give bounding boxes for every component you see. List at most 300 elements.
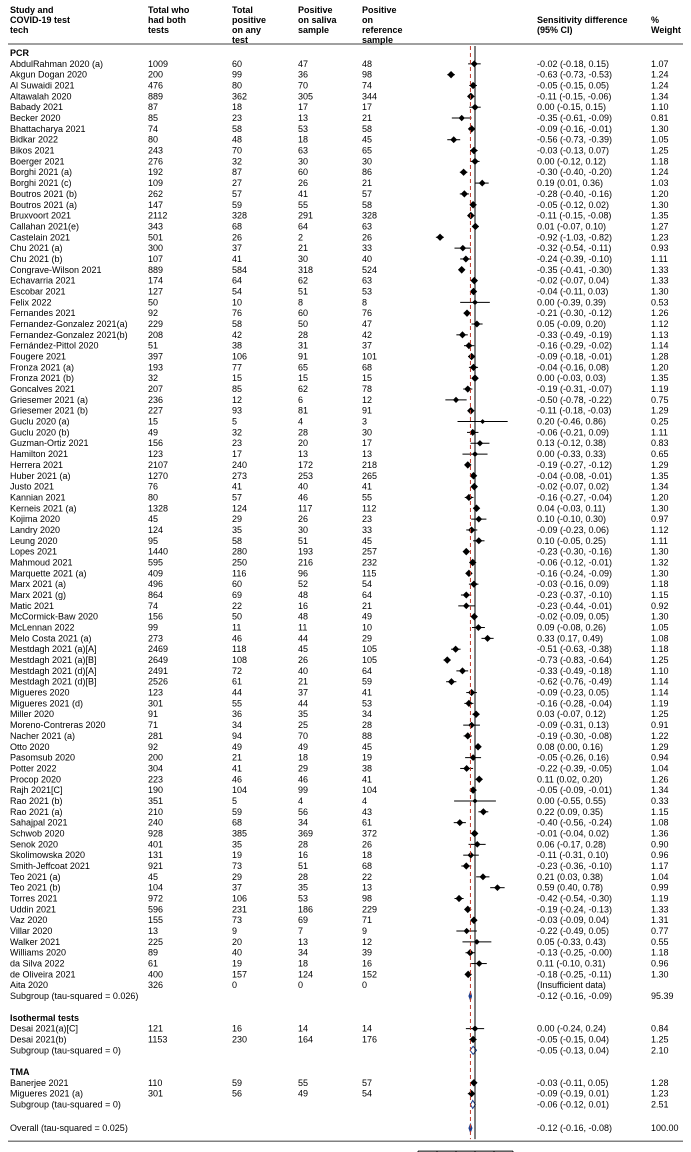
cell-any-positive: 41 bbox=[232, 481, 243, 492]
cell-saliva: 35 bbox=[298, 882, 309, 893]
cell-reference: 57 bbox=[362, 188, 373, 199]
cell-saliva: 28 bbox=[298, 329, 309, 340]
cell-both-tests: 304 bbox=[148, 763, 164, 774]
cell-estimate: -0.05 (-0.15, 0.04) bbox=[537, 1034, 610, 1045]
study-name: Mestdagh 2021 (d)[B] bbox=[10, 676, 97, 687]
cell-both-tests: 156 bbox=[148, 611, 164, 622]
cell-saliva: 69 bbox=[298, 915, 309, 926]
subgroup-estimate: -0.12 (-0.16, -0.09) bbox=[537, 991, 613, 1002]
study-name: Potter 2022 bbox=[10, 763, 57, 774]
cell-any-positive: 5 bbox=[232, 795, 238, 806]
cell-weight: 0.84 bbox=[651, 1023, 669, 1034]
header-weight: % Weight bbox=[651, 15, 681, 35]
cell-saliva: 21 bbox=[298, 243, 309, 254]
cell-saliva: 63 bbox=[298, 145, 309, 156]
point-estimate bbox=[480, 873, 487, 880]
cell-reference: 19 bbox=[362, 752, 373, 763]
point-estimate bbox=[470, 483, 478, 491]
cell-saliva: 186 bbox=[298, 904, 314, 915]
cell-both-tests: 45 bbox=[148, 871, 159, 882]
cell-both-tests: 95 bbox=[148, 535, 159, 546]
study-name: Escobar 2021 bbox=[10, 286, 66, 297]
cell-estimate: -0.16 (-0.29, -0.02) bbox=[537, 340, 613, 351]
cell-saliva: 47 bbox=[298, 58, 309, 69]
study-name: McCormick-Baw 2020 bbox=[10, 611, 99, 622]
cell-saliva: 13 bbox=[298, 449, 309, 460]
cell-estimate: -0.13 (-0.25, -0.00) bbox=[537, 947, 613, 958]
cell-reference: 53 bbox=[362, 698, 373, 709]
cell-both-tests: 155 bbox=[148, 915, 164, 926]
cell-both-tests: 92 bbox=[148, 308, 159, 319]
group-label: TMA bbox=[10, 1066, 30, 1077]
cell-estimate: -0.16 (-0.24, -0.09) bbox=[537, 568, 613, 579]
cell-estimate: 0.33 (0.17, 0.49) bbox=[537, 633, 604, 644]
cell-reference: 57 bbox=[362, 1077, 373, 1088]
cell-any-positive: 10 bbox=[232, 297, 243, 308]
study-name: Desai 2021(a)[C] bbox=[10, 1023, 79, 1034]
cell-estimate: -0.23 (-0.30, -0.16) bbox=[537, 546, 613, 557]
cell-any-positive: 230 bbox=[232, 1034, 248, 1045]
cell-weight: 1.28 bbox=[651, 1077, 669, 1088]
cell-saliva: 26 bbox=[298, 178, 309, 189]
subgroup-label: Subgroup (tau-squared = 0.026) bbox=[10, 991, 139, 1002]
cell-both-tests: 210 bbox=[148, 806, 164, 817]
cell-any-positive: 328 bbox=[232, 210, 248, 221]
cell-weight: 1.10 bbox=[651, 102, 669, 113]
cell-reference: 22 bbox=[362, 871, 373, 882]
cell-weight: 0.77 bbox=[651, 926, 669, 937]
cell-estimate: -0.21 (-0.30, -0.12) bbox=[537, 308, 613, 319]
cell-reference: 12 bbox=[362, 936, 373, 947]
cell-reference: 88 bbox=[362, 730, 373, 741]
cell-saliva: 40 bbox=[298, 665, 309, 676]
cell-reference: 13 bbox=[362, 882, 373, 893]
cell-weight: 1.30 bbox=[651, 199, 669, 210]
overall-weight: 100.00 bbox=[651, 1123, 679, 1134]
cell-both-tests: 15 bbox=[148, 416, 159, 427]
cell-reference: 54 bbox=[362, 1088, 373, 1099]
cell-weight: 1.05 bbox=[651, 622, 669, 633]
cell-any-positive: 250 bbox=[232, 557, 248, 568]
cell-weight: 1.07 bbox=[651, 58, 669, 69]
cell-estimate: -0.30 (-0.40, -0.20) bbox=[537, 167, 613, 178]
study-name: Felix 2022 bbox=[10, 297, 52, 308]
cell-both-tests: 397 bbox=[148, 351, 164, 362]
cell-any-positive: 584 bbox=[232, 264, 248, 275]
cell-saliva: 44 bbox=[298, 698, 309, 709]
cell-estimate: -0.06 (-0.12, -0.01) bbox=[537, 557, 613, 568]
cell-reference: 55 bbox=[362, 492, 373, 503]
cell-estimate: -0.22 (-0.39, -0.05) bbox=[537, 763, 613, 774]
study-name: Schwob 2020 bbox=[10, 828, 65, 839]
cell-saliva: 53 bbox=[298, 893, 309, 904]
cell-weight: 1.35 bbox=[651, 210, 669, 221]
cell-both-tests: 501 bbox=[148, 232, 164, 243]
cell-weight: 1.18 bbox=[651, 579, 669, 590]
study-name: Al Suwaidi 2021 bbox=[10, 80, 75, 91]
study-name: Leung 2020 bbox=[10, 535, 58, 546]
cell-any-positive: 54 bbox=[232, 286, 243, 297]
cell-both-tests: 13 bbox=[148, 926, 159, 937]
point-estimate bbox=[460, 245, 467, 252]
point-estimate bbox=[475, 537, 482, 544]
study-name: Teo 2021 (a) bbox=[10, 871, 61, 882]
cell-any-positive: 29 bbox=[232, 514, 243, 525]
point-estimate bbox=[447, 71, 454, 78]
point-estimate bbox=[444, 656, 451, 663]
cell-saliva: 28 bbox=[298, 839, 309, 850]
study-name: Guclu 2020 (b) bbox=[10, 427, 70, 438]
cell-saliva: 46 bbox=[298, 492, 309, 503]
subgroup-weight: 95.39 bbox=[651, 991, 674, 1002]
cell-reference: 112 bbox=[362, 503, 377, 514]
study-name: Pasomsub 2020 bbox=[10, 752, 76, 763]
subgroup-label: Subgroup (tau-squared = 0) bbox=[10, 1045, 121, 1056]
cell-weight: 1.30 bbox=[651, 568, 669, 579]
cell-reference: 53 bbox=[362, 286, 373, 297]
cell-reference: 14 bbox=[362, 1023, 373, 1034]
cell-weight: 1.24 bbox=[651, 80, 669, 91]
cell-estimate: -0.92 (-1.03, -0.82) bbox=[537, 232, 613, 243]
study-name: Chu 2021 (b) bbox=[10, 253, 63, 264]
cell-reference: 3 bbox=[362, 416, 368, 427]
cell-weight: 1.29 bbox=[651, 405, 669, 416]
cell-reference: 13 bbox=[362, 449, 373, 460]
cell-both-tests: 104 bbox=[148, 882, 164, 893]
cell-saliva: 253 bbox=[298, 470, 314, 481]
cell-both-tests: 76 bbox=[148, 481, 159, 492]
point-estimate bbox=[436, 234, 443, 241]
cell-estimate: -0.11 (-0.18, -0.03) bbox=[537, 405, 612, 416]
cell-weight: 1.11 bbox=[651, 253, 668, 264]
study-name: Desai 2021(b) bbox=[10, 1034, 67, 1045]
cell-estimate: 0.05 (-0.33, 0.43) bbox=[537, 936, 607, 947]
cell-weight: 1.22 bbox=[651, 730, 669, 741]
cell-reference: 78 bbox=[362, 384, 373, 395]
cell-weight: 1.20 bbox=[651, 492, 669, 503]
cell-any-positive: 34 bbox=[232, 720, 243, 731]
cell-both-tests: 127 bbox=[148, 286, 164, 297]
cell-any-positive: 280 bbox=[232, 546, 248, 557]
cell-estimate: -0.02 (-0.07, 0.04) bbox=[537, 275, 610, 286]
cell-reference: 38 bbox=[362, 763, 373, 774]
cell-estimate: -0.19 (-0.24, -0.13) bbox=[537, 904, 613, 915]
cell-saliva: 65 bbox=[298, 362, 309, 373]
cell-any-positive: 16 bbox=[232, 1023, 243, 1034]
cell-saliva: 318 bbox=[298, 264, 314, 275]
study-name: Boutros 2021 (a) bbox=[10, 199, 78, 210]
cell-weight: 1.14 bbox=[651, 676, 669, 687]
cell-both-tests: 147 bbox=[148, 199, 164, 210]
point-estimate bbox=[475, 516, 482, 523]
cell-estimate: 0.11 (-0.10, 0.31) bbox=[537, 958, 606, 969]
cell-any-positive: 5 bbox=[232, 416, 238, 427]
cell-weight: 0.96 bbox=[651, 850, 669, 861]
cell-estimate: -0.33 (-0.49, -0.18) bbox=[537, 665, 613, 676]
cell-saliva: 44 bbox=[298, 633, 309, 644]
cell-saliva: 30 bbox=[298, 156, 309, 167]
study-name: Sahajpal 2021 bbox=[10, 817, 68, 828]
cell-saliva: 28 bbox=[298, 871, 309, 882]
cell-weight: 0.91 bbox=[651, 720, 669, 731]
point-estimate bbox=[479, 180, 486, 187]
cell-any-positive: 46 bbox=[232, 633, 243, 644]
cell-both-tests: 156 bbox=[148, 438, 164, 449]
cell-any-positive: 106 bbox=[232, 351, 248, 362]
cell-saliva: 45 bbox=[298, 644, 309, 655]
cell-any-positive: 72 bbox=[232, 665, 243, 676]
cell-estimate: -0.23 (-0.44, -0.01) bbox=[537, 600, 613, 611]
cell-weight: 1.30 bbox=[651, 286, 669, 297]
cell-estimate: -0.11 (-0.31, 0.10) bbox=[537, 850, 609, 861]
cell-weight: 0.83 bbox=[651, 438, 669, 449]
cell-estimate: -0.19 (-0.31, -0.07) bbox=[537, 384, 613, 395]
cell-saliva: 26 bbox=[298, 514, 309, 525]
cell-any-positive: 64 bbox=[232, 275, 243, 286]
study-name: Babady 2021 bbox=[10, 102, 64, 113]
cell-any-positive: 124 bbox=[232, 503, 248, 514]
cell-reference: 9 bbox=[362, 926, 368, 937]
cell-both-tests: 207 bbox=[148, 384, 164, 395]
cell-reference: 12 bbox=[362, 394, 373, 405]
cell-both-tests: 921 bbox=[148, 861, 164, 871]
cell-any-positive: 59 bbox=[232, 806, 243, 817]
cell-any-positive: 50 bbox=[232, 611, 243, 622]
cell-weight: 1.34 bbox=[651, 785, 669, 796]
group-label: Isothermal tests bbox=[10, 1012, 80, 1023]
point-estimate bbox=[450, 136, 457, 143]
header-sensitivity-difference: Sensitivity difference (95% CI) bbox=[537, 15, 628, 35]
cell-any-positive: 59 bbox=[232, 1077, 243, 1088]
point-estimate bbox=[452, 646, 459, 653]
cell-weight: 0.81 bbox=[651, 113, 669, 124]
cell-any-positive: 104 bbox=[232, 785, 248, 796]
cell-any-positive: 85 bbox=[232, 384, 243, 395]
cell-estimate: 0.00 (-0.39, 0.39) bbox=[537, 297, 607, 308]
cell-estimate: -0.51 (-0.63, -0.38) bbox=[537, 644, 613, 655]
cell-both-tests: 276 bbox=[148, 156, 164, 167]
cell-weight: 1.35 bbox=[651, 373, 669, 384]
point-estimate bbox=[494, 884, 501, 891]
cell-any-positive: 59 bbox=[232, 199, 243, 210]
cell-reference: 76 bbox=[362, 308, 373, 319]
cell-estimate: -0.56 (-0.73, -0.39) bbox=[537, 134, 613, 145]
cell-weight: 0.65 bbox=[651, 449, 669, 460]
study-name: Fronza 2021 (b) bbox=[10, 373, 75, 384]
study-name: Nacher 2021 (a) bbox=[10, 730, 76, 741]
cell-weight: 1.15 bbox=[651, 590, 669, 600]
cell-reference: 58 bbox=[362, 199, 373, 210]
cell-reference: 39 bbox=[362, 947, 373, 958]
cell-estimate: 0.10 (-0.05, 0.25) bbox=[537, 535, 607, 546]
study-name: Uddin 2021 bbox=[10, 904, 57, 915]
cell-saliva: 48 bbox=[298, 590, 309, 600]
cell-reference: 101 bbox=[362, 351, 378, 362]
cell-weight: 1.30 bbox=[651, 503, 669, 514]
point-estimate bbox=[463, 309, 470, 316]
cell-saliva: 48 bbox=[298, 611, 309, 622]
cell-any-positive: 106 bbox=[232, 893, 248, 904]
cell-both-tests: 208 bbox=[148, 329, 164, 340]
point-estimate bbox=[463, 603, 470, 610]
point-estimate bbox=[458, 266, 466, 274]
cell-both-tests: 87 bbox=[148, 102, 159, 113]
cell-estimate: -0.05 (-0.26, 0.16) bbox=[537, 752, 610, 763]
cell-reference: 265 bbox=[362, 470, 378, 481]
cell-estimate: 0.00 (-0.12, 0.12) bbox=[537, 156, 607, 167]
study-name: Kojima 2020 bbox=[10, 514, 61, 525]
point-estimate bbox=[471, 613, 478, 620]
cell-estimate: -0.11 (-0.15, -0.08) bbox=[537, 210, 612, 221]
cell-any-positive: 46 bbox=[232, 774, 243, 785]
cell-saliva: 6 bbox=[298, 394, 304, 405]
cell-any-positive: 61 bbox=[232, 676, 243, 687]
cell-saliva: 49 bbox=[298, 741, 309, 752]
cell-reference: 98 bbox=[362, 893, 373, 904]
study-name: Fougere 2021 bbox=[10, 351, 67, 362]
cell-estimate: 0.11 (0.02, 0.20) bbox=[537, 774, 603, 785]
cell-reference: 42 bbox=[362, 329, 373, 340]
cell-weight: 0.55 bbox=[651, 936, 669, 947]
study-name: McLennan 2022 bbox=[10, 622, 75, 633]
cell-saliva: 60 bbox=[298, 167, 309, 178]
subgroup-weight: 2.51 bbox=[651, 1099, 669, 1110]
cell-reference: 115 bbox=[362, 568, 377, 579]
cell-saliva: 124 bbox=[298, 969, 314, 980]
cell-any-positive: 22 bbox=[232, 600, 243, 611]
cell-saliva: 291 bbox=[298, 210, 314, 221]
cell-estimate: -0.04 (-0.11, 0.03) bbox=[537, 286, 609, 297]
cell-reference: 41 bbox=[362, 481, 373, 492]
cell-both-tests: 49 bbox=[148, 427, 159, 438]
cell-saliva: 25 bbox=[298, 720, 309, 731]
cell-weight: 0.53 bbox=[651, 297, 669, 308]
cell-weight: 1.33 bbox=[651, 264, 669, 275]
cell-any-positive: 37 bbox=[232, 882, 243, 893]
point-estimate bbox=[463, 765, 470, 772]
cell-saliva: 28 bbox=[298, 427, 309, 438]
cell-estimate: -0.33 (-0.49, -0.19) bbox=[537, 329, 613, 340]
cell-estimate: -0.35 (-0.41, -0.30) bbox=[537, 264, 613, 275]
cell-weight: 0.93 bbox=[651, 243, 669, 254]
cell-saliva: 41 bbox=[298, 188, 309, 199]
cell-weight: 1.33 bbox=[651, 275, 669, 286]
cell-saliva: 55 bbox=[298, 1077, 309, 1088]
cell-reference: 23 bbox=[362, 514, 373, 525]
study-name: Banerjee 2021 bbox=[10, 1077, 69, 1088]
cell-both-tests: 227 bbox=[148, 405, 164, 416]
cell-any-positive: 94 bbox=[232, 730, 243, 741]
cell-both-tests: 2649 bbox=[148, 655, 169, 666]
cell-reference: 328 bbox=[362, 210, 378, 221]
subgroup-estimate: -0.06 (-0.12, 0.01) bbox=[537, 1099, 610, 1110]
cell-both-tests: 225 bbox=[148, 936, 164, 947]
point-estimate bbox=[473, 505, 480, 512]
cell-reference: 17 bbox=[362, 102, 373, 113]
cell-both-tests: 281 bbox=[148, 730, 164, 741]
cell-weight: 1.34 bbox=[651, 91, 669, 102]
study-name: Lopes 2021 bbox=[10, 546, 58, 557]
cell-saliva: 29 bbox=[298, 763, 309, 774]
cell-both-tests: 409 bbox=[148, 568, 164, 579]
cell-reference: 98 bbox=[362, 69, 373, 80]
cell-estimate: 0.59 (0.40, 0.78) bbox=[537, 882, 604, 893]
cell-both-tests: 326 bbox=[148, 980, 164, 991]
cell-weight: 1.13 bbox=[651, 329, 669, 340]
cell-saliva: 2 bbox=[298, 232, 304, 243]
cell-any-positive: 0 bbox=[232, 980, 238, 991]
cell-estimate: 0.01 (-0.07, 0.10) bbox=[537, 221, 607, 232]
cell-reference: 71 bbox=[362, 915, 373, 926]
group-label: PCR bbox=[10, 48, 30, 58]
cell-both-tests: 80 bbox=[148, 134, 159, 145]
cell-reference: 4 bbox=[362, 795, 368, 806]
cell-estimate: -0.35 (-0.61, -0.09) bbox=[537, 113, 613, 124]
cell-estimate: -0.11 (-0.15, -0.06) bbox=[537, 91, 612, 102]
cell-saliva: 56 bbox=[298, 806, 309, 817]
cell-saliva: 18 bbox=[298, 752, 309, 763]
cell-any-positive: 58 bbox=[232, 535, 243, 546]
cell-estimate: -0.23 (-0.36, -0.10) bbox=[537, 861, 613, 871]
cell-saliva: 40 bbox=[298, 481, 309, 492]
cell-estimate: -0.22 (-0.49, 0.05) bbox=[537, 926, 610, 937]
cell-both-tests: 401 bbox=[148, 839, 164, 850]
point-estimate bbox=[462, 255, 469, 262]
point-estimate bbox=[468, 1090, 475, 1097]
cell-any-positive: 21 bbox=[232, 752, 243, 763]
cell-any-positive: 36 bbox=[232, 709, 243, 720]
point-estimate bbox=[461, 190, 468, 197]
cell-saliva: 70 bbox=[298, 80, 309, 91]
point-estimate bbox=[472, 711, 479, 718]
cell-weight: 1.25 bbox=[651, 145, 669, 156]
cell-reference: 26 bbox=[362, 232, 373, 243]
cell-saliva: 50 bbox=[298, 319, 309, 329]
cell-both-tests: 343 bbox=[148, 221, 164, 232]
cell-any-positive: 37 bbox=[232, 243, 243, 254]
cell-weight: 1.04 bbox=[651, 763, 669, 774]
cell-weight: 1.20 bbox=[651, 362, 669, 373]
study-name: Teo 2021 (b) bbox=[10, 882, 61, 893]
cell-both-tests: 300 bbox=[148, 243, 164, 254]
cell-both-tests: 2526 bbox=[148, 676, 169, 687]
cell-estimate: (Insufficient data) bbox=[537, 980, 606, 991]
cell-any-positive: 157 bbox=[232, 969, 248, 980]
cell-any-positive: 58 bbox=[232, 319, 243, 329]
cell-reference: 74 bbox=[362, 80, 373, 91]
cell-saliva: 26 bbox=[298, 655, 309, 666]
cell-weight: 1.03 bbox=[651, 178, 669, 189]
cell-estimate: -0.03 (-0.13, 0.07) bbox=[537, 145, 610, 156]
cell-estimate: -0.09 (-0.23, 0.06) bbox=[537, 524, 610, 535]
study-name: Griesemer 2021 (a) bbox=[10, 394, 89, 405]
cell-saliva: 14 bbox=[298, 1023, 309, 1034]
cell-estimate: -0.09 (-0.16, -0.01) bbox=[537, 123, 613, 134]
cell-both-tests: 864 bbox=[148, 590, 164, 600]
cell-both-tests: 1009 bbox=[148, 58, 169, 69]
study-name: Rajh 2021[C] bbox=[10, 785, 63, 796]
cell-estimate: -0.05 (-0.15, 0.05) bbox=[537, 80, 610, 91]
cell-both-tests: 91 bbox=[148, 709, 159, 720]
cell-both-tests: 240 bbox=[148, 817, 164, 828]
cell-any-positive: 35 bbox=[232, 524, 243, 535]
study-name: Bruxvoort 2021 bbox=[10, 210, 72, 221]
study-name: Walker 2021 bbox=[10, 936, 61, 947]
cell-both-tests: 351 bbox=[148, 795, 164, 806]
cell-any-positive: 41 bbox=[232, 763, 243, 774]
cell-saliva: 81 bbox=[298, 405, 309, 416]
cell-reference: 17 bbox=[362, 438, 373, 449]
